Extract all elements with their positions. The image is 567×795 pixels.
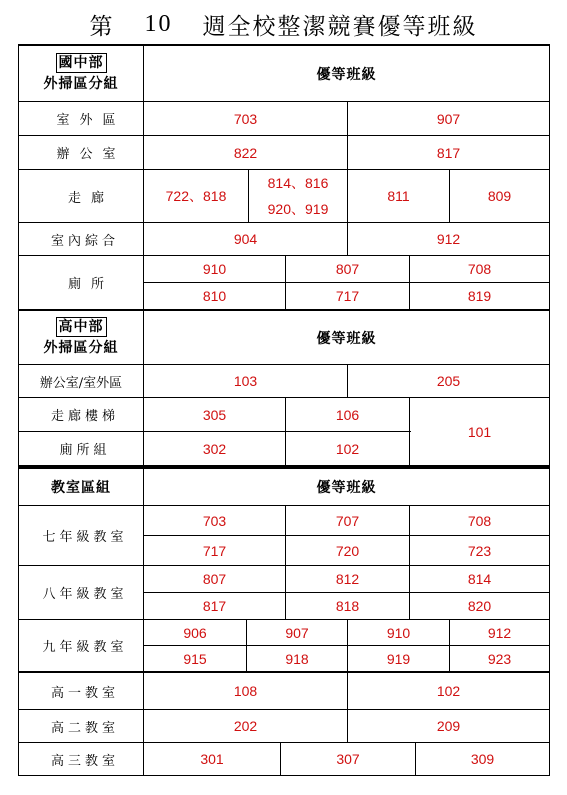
- value-cell: 807: [202, 571, 227, 587]
- value-cell: 722、818: [165, 188, 227, 204]
- title-prefix: 第: [89, 13, 115, 40]
- value-cell: 103: [233, 373, 258, 389]
- row-label-indoor: 室內綜合: [50, 233, 119, 249]
- row-label-restroom: 廁所: [67, 277, 114, 292]
- value-cell: 819: [467, 288, 492, 304]
- value-cell: 912: [436, 231, 461, 247]
- value-cell: 906: [183, 624, 207, 641]
- value-cell-merged: 101: [467, 423, 492, 440]
- value-cell: 302: [202, 440, 227, 457]
- value-cell: 811: [387, 188, 410, 204]
- junior-dept-label: 國中部: [56, 53, 107, 73]
- value-cell: 106: [335, 406, 360, 423]
- value-cell: 907: [436, 110, 461, 127]
- value-cell: 202: [233, 718, 258, 734]
- value-cell: 102: [335, 440, 360, 457]
- row-label-corridor: 走廊: [67, 190, 114, 206]
- value-cell: 717: [202, 542, 227, 559]
- senior-dept-header: [19, 311, 143, 364]
- value-cell: 708: [467, 261, 492, 277]
- value-cell: 209: [436, 718, 461, 734]
- value-cell: 723: [467, 542, 492, 559]
- value-cell: 708: [467, 512, 492, 529]
- value-cell: 910: [202, 261, 227, 277]
- value-cell: 703: [202, 512, 227, 529]
- row-label-grade7: 七年級教室: [42, 530, 128, 545]
- value-cell: 810: [202, 288, 227, 304]
- value-cell: 915: [183, 650, 207, 667]
- value-cell: 814、816: [267, 175, 329, 191]
- value-cell: 807: [335, 261, 360, 277]
- value-cell-pair: [249, 170, 347, 222]
- value-cell: 720: [335, 542, 360, 559]
- value-cell: 809: [487, 188, 512, 204]
- row-label-restroom-group: 廁所組: [59, 443, 111, 458]
- value-cell: 907: [285, 624, 309, 641]
- row-label-grade8: 八年級教室: [42, 587, 128, 602]
- value-cell: 912: [487, 624, 512, 641]
- value-cell: 102: [436, 683, 461, 699]
- row-label-corridor-stairs: 走廊樓梯: [50, 409, 119, 424]
- value-cell: 205: [436, 373, 461, 389]
- row-label-outdoor: 室外區: [56, 113, 126, 128]
- row-label-senior-office: 辦公室/室外區: [39, 375, 123, 391]
- value-cell: 814: [467, 571, 492, 587]
- senior-area-group-label: 外掃區分組: [43, 339, 119, 356]
- value-cell: 818: [335, 598, 360, 614]
- value-cell: 817: [436, 144, 461, 161]
- value-cell: 305: [202, 406, 227, 423]
- value-cell: 707: [335, 512, 360, 529]
- row-label-senior1: 高一教室: [50, 685, 119, 701]
- value-cell: 919: [386, 650, 411, 667]
- value-cell: 822: [233, 144, 258, 161]
- classroom-group-header: 教室區組: [51, 480, 111, 496]
- page-title: [0, 4, 567, 44]
- row-label-senior2: 高二教室: [50, 720, 119, 736]
- senior-dept-label: 高中部: [56, 317, 107, 337]
- value-cell: 812: [335, 571, 360, 587]
- row-label-office: 辦公室: [56, 147, 126, 162]
- week-number: 10: [144, 10, 173, 37]
- value-cell: 309: [470, 751, 495, 767]
- title-suffix: 週全校整潔競賽優等班級: [202, 13, 478, 40]
- row-label-senior3: 高三教室: [50, 753, 119, 769]
- value-cell: 307: [336, 751, 360, 767]
- value-cell: 820: [467, 598, 492, 614]
- value-cell: 301: [200, 751, 224, 767]
- value-cell: 817: [202, 598, 227, 614]
- senior-award-header: 優等班級: [316, 330, 377, 347]
- value-cell: 918: [285, 650, 309, 667]
- junior-award-header: 優等班級: [316, 66, 377, 83]
- classroom-award-header: 優等班級: [316, 480, 377, 496]
- value-cell: 923: [487, 650, 512, 667]
- value-cell: 108: [233, 683, 258, 699]
- junior-dept-header: [19, 46, 143, 101]
- value-cell: 717: [335, 288, 360, 304]
- value-cell: 910: [386, 624, 411, 641]
- row-label-grade9: 九年級教室: [42, 640, 128, 655]
- value-cell: 904: [233, 231, 258, 247]
- junior-area-group-label: 外掃區分組: [43, 75, 119, 92]
- value-cell: 920、919: [267, 201, 329, 217]
- value-cell: 703: [233, 110, 258, 127]
